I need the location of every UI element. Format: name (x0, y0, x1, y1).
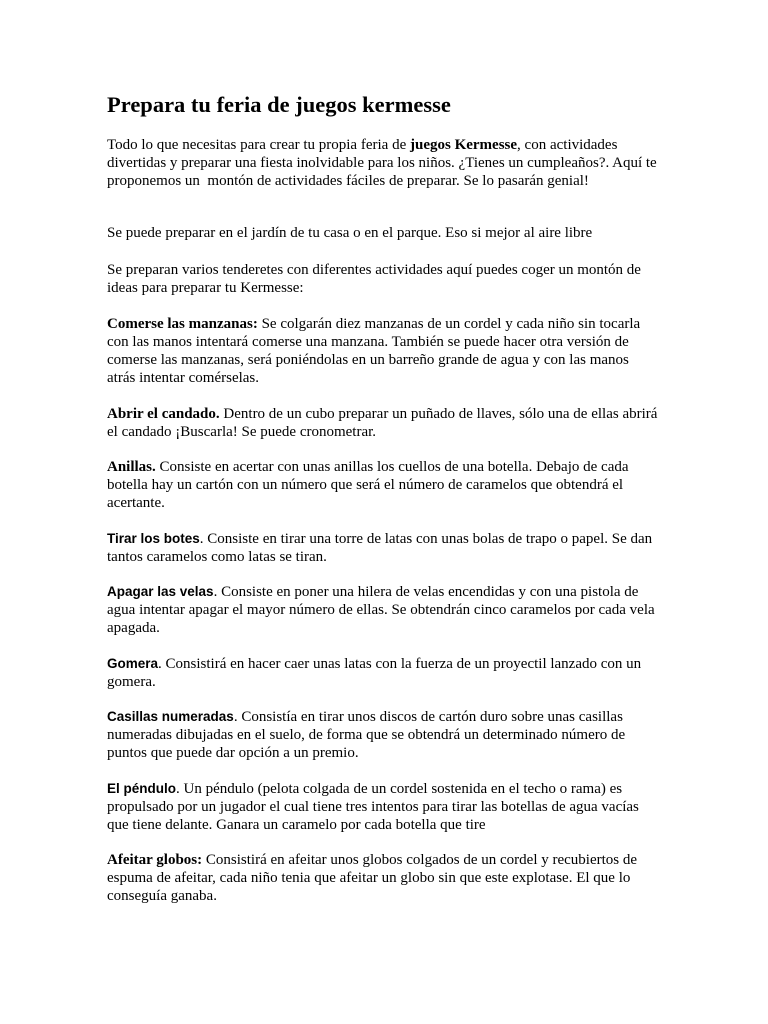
text-line: conseguía ganaba. (107, 888, 217, 904)
text-line: atrás intentar comérselas. (107, 370, 260, 386)
game-name: Afeitar globos: (107, 852, 203, 868)
text-line: tantos caramelos como latas se tiran. (107, 548, 327, 565)
text-line (107, 851, 768, 869)
text-line: acertante. (107, 495, 165, 511)
intro-paragraph (107, 136, 768, 190)
text-line (107, 136, 768, 154)
game-description: . Consistía en tirar unos discos de cartón duro sobre unas casillas (233, 709, 623, 725)
text-line: agua intentar apagar el mayor número de ellas. Se obtendrán cinco caramelos por cada vela (107, 602, 655, 618)
game-description: Consistirá en afeitar unos globos colgados de un cordel y recubiertos de (202, 852, 638, 868)
game-description: . Consiste en poner una hilera de velas encendidas y con una pistola de (213, 584, 639, 600)
game-description: . Consistirá en hacer caer unas latas con la fuerza de un proyectil lanzado con un (158, 655, 642, 672)
text-line: botella hay un cartón con un número que será el número de caramelos que obtendrá el (107, 477, 624, 493)
text-line: propulsado por un jugador el cual tiene tres intentos para tirar las botellas de agua vacías (107, 798, 639, 815)
text-line (107, 583, 768, 601)
text-line: el candado ¡Buscarla! Se puede cronometrar. (107, 423, 377, 440)
game-name: Apagar las velas (107, 584, 214, 599)
game-paragraph (107, 780, 768, 834)
game-name: Comerse las manzanas: (107, 316, 258, 332)
text-line: Se puede preparar en el jardín de tu casa o en el parque. Eso si mejor al aire libre (107, 225, 593, 241)
text-line (107, 458, 768, 476)
game-paragraph (107, 405, 768, 441)
text-line: numeradas dibujadas en el suelo, de forma que se obtendrá un determinado número de (107, 727, 626, 743)
game-name: Anillas. (107, 459, 156, 475)
game-name: Tirar los botes (107, 530, 200, 546)
game-description: Se colgarán diez manzanas de un cordel y cada niño sin tocarla (257, 316, 641, 332)
text-line: gomera. (107, 673, 156, 690)
game-name: Abrir el candado. (107, 405, 220, 422)
text-line: Se preparan varios tenderetes con diferentes actividades aquí puedes coger un montón de (107, 262, 641, 278)
text-line: puntos que puede dar opción a un premio. (107, 745, 359, 761)
game-description: Consiste en acertar con unas anillas los cuellos de una botella. Debajo de cada (155, 459, 629, 475)
text-line (107, 315, 768, 333)
game-paragraph (107, 655, 768, 691)
game-description: Dentro de un cubo preparar un puñado de llaves, sólo una de ellas abrirá (219, 405, 658, 422)
text-line (107, 780, 768, 798)
game-paragraph (107, 851, 768, 905)
text-line: apagada. (107, 620, 160, 636)
intro-lead: Todo lo que necesitas para crear tu propia feria de (107, 137, 410, 153)
game-name: Gomera (107, 655, 159, 671)
game-paragraph (107, 315, 768, 387)
intro-highlight: juegos Kermesse (409, 137, 518, 153)
stalls-intro-paragraph (107, 261, 768, 297)
text-line (107, 530, 768, 548)
game-paragraph (107, 530, 768, 566)
intro-lead-end: , con actividades (517, 137, 618, 153)
page-title: Prepara tu feria de juegos kermesse (107, 92, 451, 117)
game-paragraph (107, 708, 768, 762)
text-line (107, 655, 768, 673)
text-line (107, 708, 768, 726)
game-description: . Un péndulo (pelota colgada de un cordel sostenida en el techo o rama) es (176, 780, 623, 797)
text-line: proponemos un montón de actividades fáciles de preparar. Se lo pasarán genial! (107, 173, 589, 189)
text-line: que tiene delante. Ganara un caramelo por cada botella que tire (107, 816, 486, 833)
text-line (107, 405, 768, 423)
text-line: comerse las manzanas, será poniéndolas en un barreño grande de agua y con las manos (107, 352, 629, 368)
text-line: espuma de afeitar, cada niño tenia que afeitar un globo sin que este explotase. El que lo (107, 870, 631, 886)
game-description: . Consiste en tirar una torre de latas con unas bolas de trapo o papel. Se dan (199, 530, 653, 547)
text-line: con las manos intentará comerse una manzana. También se puede hacer otra versión de (107, 334, 629, 350)
location-paragraph (107, 224, 768, 242)
game-paragraph (107, 583, 768, 637)
game-paragraph (107, 458, 768, 512)
text-line: ideas para preparar tu Kermesse: (107, 280, 304, 296)
text-line: divertidas y preparar una fiesta inolvidable para los niños. ¿Tienes un cumpleaños?. Aquí te (107, 155, 657, 171)
game-name: Casillas numeradas (107, 709, 234, 724)
game-name: El péndulo (107, 780, 176, 796)
